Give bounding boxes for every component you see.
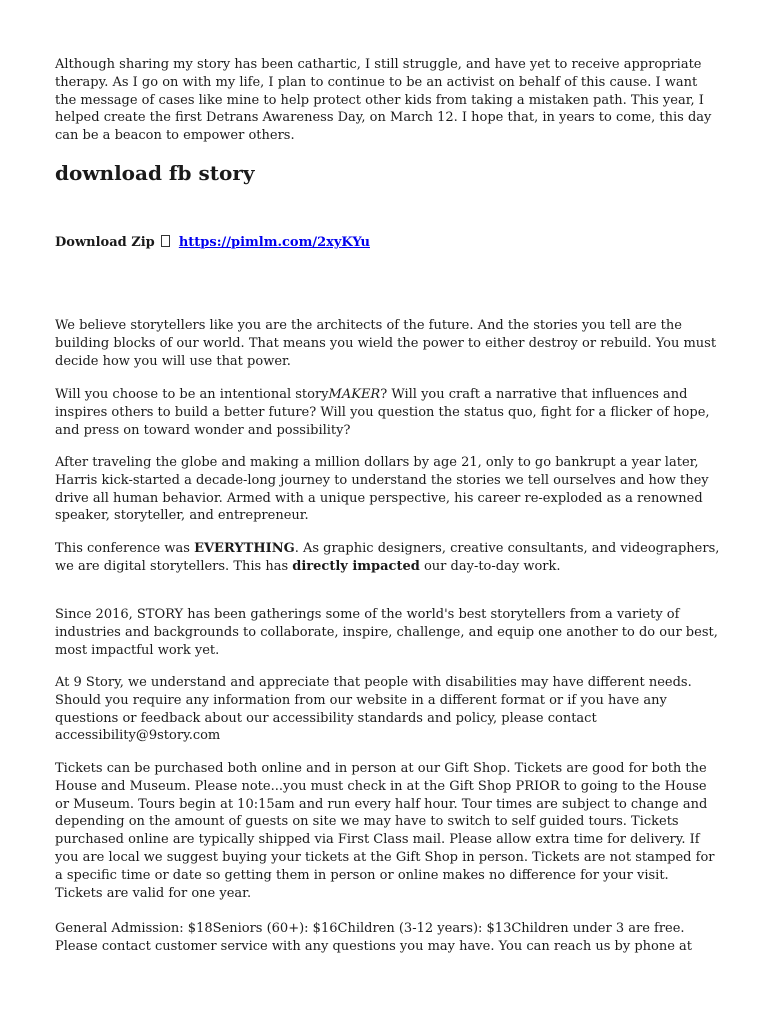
conference-text-2: . As graphic designers, creative consultants, and videographers, we are digital storytellers. This has [55, 541, 720, 574]
accessibility-paragraph: At 9 Story, we understand and appreciate that people with disabilities may have different needs. Should you require any information from our website in a different format or if you have any questions or feedback about our accessibility standards and policy, please contact accessibility@9story.com [55, 675, 692, 744]
maker-text-pre: Will you choose to be an intentional story [55, 387, 329, 402]
missing-glyph-icon [161, 235, 170, 247]
conference-bold-1: EVERYTHING [194, 541, 295, 556]
architects-paragraph: We believe storytellers like you are the architects of the future. And the stories you tell are the building blocks of our world. That means you wield the power to either destroy or rebuild. You must decide how you will use that power. [55, 318, 717, 369]
download-label: Download Zip [55, 235, 155, 250]
download-line [55, 234, 370, 252]
maker-paragraph [55, 386, 720, 439]
download-link[interactable]: https://pimlm.com/2xyKYu [178, 235, 370, 250]
tickets-paragraph: Tickets can be purchased both online and in person at our Gift Shop. Tickets are good for both the House and Museum. Please note...you must check in at the Gift Shop PRIOR to going to the House or Museum. Tours begin at 10:15am and run every half hour. Tour times are subject to change and depending on the amount of guests on site we may have to switch to self guided tours. Tickets purchased online are typically shipped via First Class mail. Please allow extra time for delivery. If you are local we suggest buying your tickets at the Gift Shop in person. Tickets are not stamped for a specific time or date so getting them in person or online makes no difference for your visit. Tickets are valid for one year. [55, 761, 715, 901]
maker-emphasis: MAKER [328, 387, 381, 402]
conference-paragraph [55, 540, 720, 576]
since-paragraph: Since 2016, STORY has been gatherings some of the world's best storytellers from a variety of industries and backgrounds to collaborate, inspire, challenge, and equip one another to do our best, most impactful work yet. [55, 607, 718, 658]
conference-text-1: This conference was [55, 541, 195, 556]
conference-text-3: our day-to-day work. [419, 558, 561, 574]
harris-paragraph: After traveling the globe and making a million dollars by age 21, only to go bankrupt a year later, Harris kick-started a decade-long journey to understand the stories we tell ourselves and how they drive all human behavior. Armed with a unique perspective, his career re-exploded as a renowned speaker, storyteller, and entrepreneur. [55, 455, 709, 524]
page-heading: download fb story [55, 161, 255, 185]
intro-paragraph: Although sharing my story has been cathartic, I still struggle, and have yet to receive appropriate therapy. As I go on with my life, I plan to continue to be an activist on behalf of this cause. I want the message of cases like mine to help protect other kids from taking a mistaken path. This year, I helped create the first Detrans Awareness Day, on March 12. I hope that, in years to come, this day can be a beacon to empower others. [55, 57, 712, 144]
maker-text-post: ? Will you craft a narrative that influences and inspires others to build a better future? Will you question the status quo, fight for a flicker of hope, and press on toward wonder and possibility? [55, 387, 710, 438]
admission-paragraph: General Admission: $18Seniors (60+): $16Children (3-12 years): $13Children under 3 are free. Please contact customer service with any questions you may have. You can reach us by phone at [55, 921, 693, 954]
conference-bold-2: directly impacted [292, 558, 420, 574]
